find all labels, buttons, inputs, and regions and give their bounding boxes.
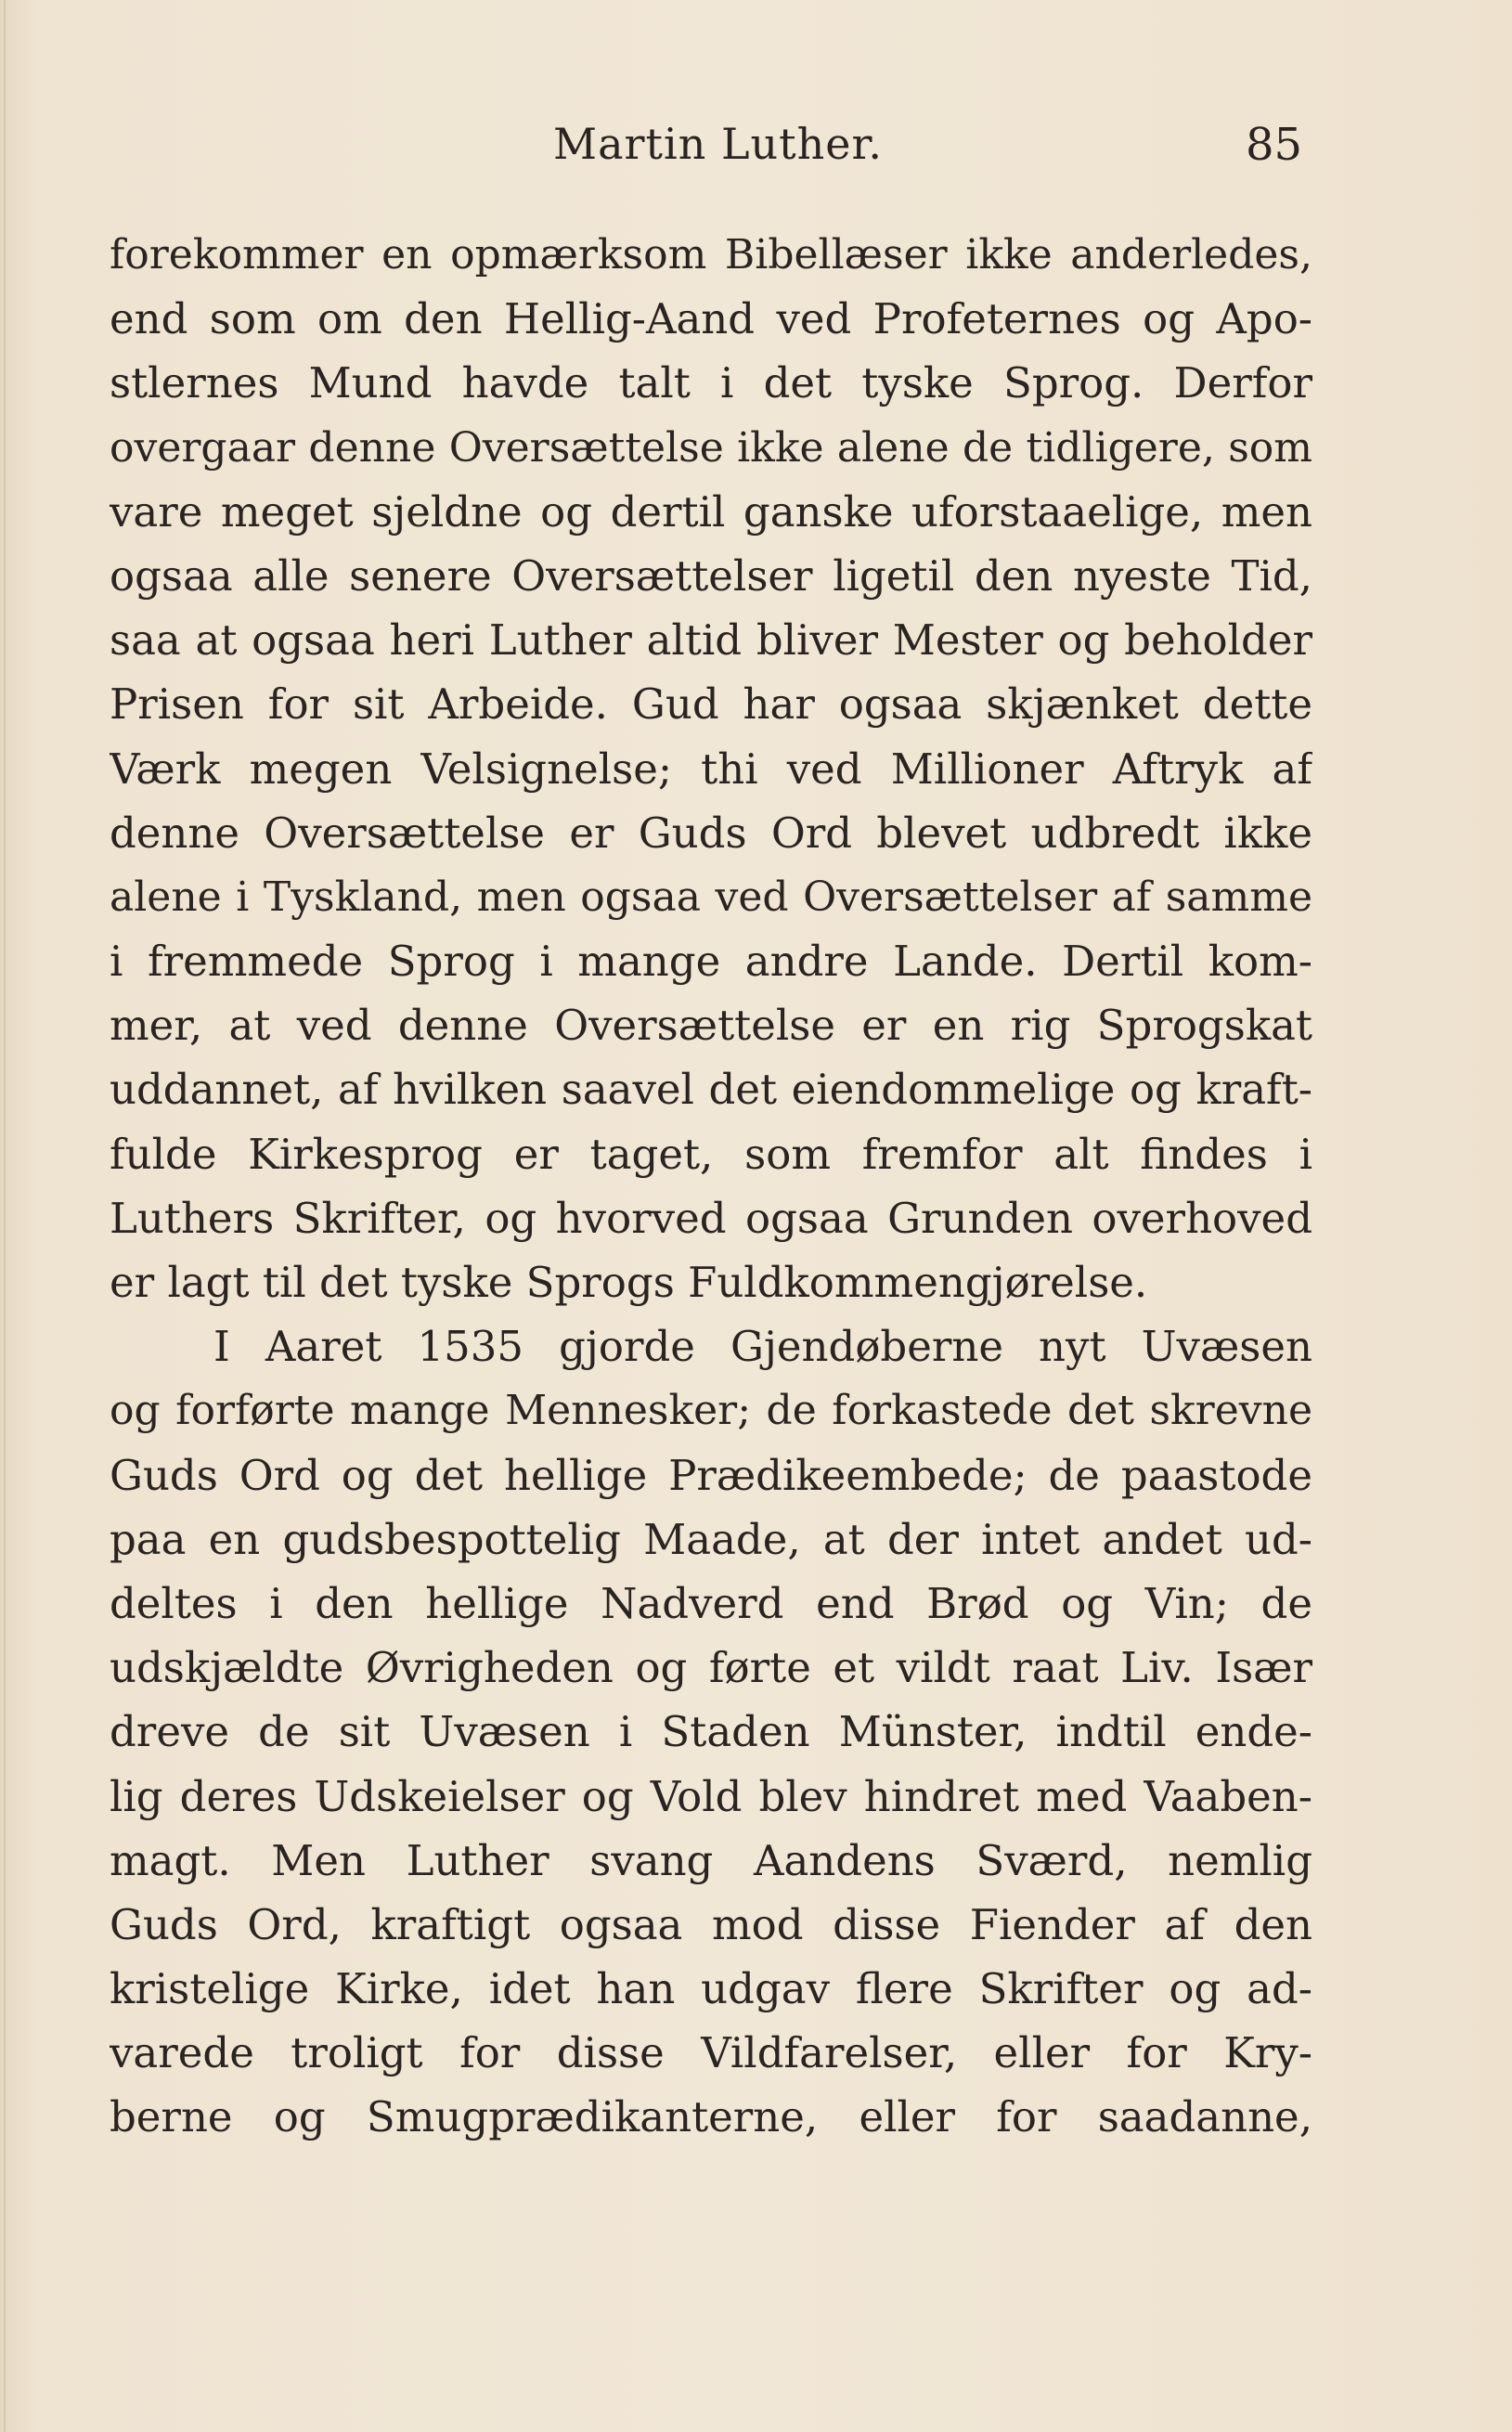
text-line: udskjældte Øvrigheden og førte et vildt raat Liv. Især bbox=[110, 1643, 1312, 1693]
text-line: mer, at ved denne Oversættelse er en rig Sprogskat bbox=[110, 1001, 1312, 1051]
text-line: ogsaa alle senere Oversættelser ligetil den nyeste Tid, bbox=[110, 550, 1312, 601]
body-text bbox=[110, 223, 1312, 2150]
text-line: vare meget sjeldne og dertil ganske uforstaaelige, men bbox=[110, 486, 1312, 537]
text-line: stlernes Mund havde talt i det tyske Sprog. Derfor bbox=[110, 358, 1312, 408]
text-line: alene i Tyskland, men ogsaa ved Oversættelser af samme bbox=[110, 873, 1312, 921]
text-line: overgaar denne Oversættelse ikke alene de tidligere, som bbox=[110, 423, 1312, 472]
text-line: varede troligt for disse Vildfarelser, eller for Kry- bbox=[110, 2028, 1312, 2078]
text-line: end som om den Hellig-Aand ved Profeternes og Apo- bbox=[110, 294, 1312, 344]
text-line: dreve de sit Uvæsen i Staden Münster, indtil ende- bbox=[110, 1707, 1312, 1757]
text-line: fulde Kirkesprog er taget, som fremfor alt findes i bbox=[110, 1129, 1312, 1179]
text-line: Værk megen Velsignelse; thi ved Millioner Aftryk af bbox=[110, 744, 1312, 794]
page-number: 85 bbox=[1246, 119, 1303, 171]
text-line: saa at ogsaa heri Luther altid bliver Mester og beholder bbox=[110, 615, 1312, 666]
text-line: Guds Ord og det hellige Prædikeembede; de paastode bbox=[110, 1450, 1312, 1500]
text-line: paa en gudsbespottelig Maade, at der intet andet ud- bbox=[110, 1514, 1312, 1564]
text-line: Luthers Skrifter, og hvorved ogsaa Grunden overhoved bbox=[110, 1193, 1312, 1243]
text-line: i fremmede Sprog i mange andre Lande. Dertil kom- bbox=[110, 937, 1312, 987]
text-line: magt. Men Luther svang Aandens Sværd, nemlig bbox=[110, 1835, 1312, 1885]
text-line: og forførte mange Mennesker; de forkastede det skrevne bbox=[110, 1387, 1312, 1435]
text-line: lig deres Udskeielser og Vold blev hindret med Vaaben- bbox=[110, 1771, 1312, 1821]
running-head bbox=[0, 119, 1512, 175]
running-title: Martin Luther. bbox=[553, 119, 884, 169]
text-line: Guds Ord, kraftigt ogsaa mod disse Fiender af den bbox=[110, 1899, 1312, 1949]
text-line: Prisen for sit Arbeide. Gud har ogsaa skjænket dette bbox=[110, 679, 1312, 730]
text-line: denne Oversættelse er Guds Ord blevet udbredt ikke bbox=[110, 808, 1312, 858]
paragraph-start-line: I Aaret 1535 gjorde Gjendøberne nyt Uvæsen bbox=[213, 1322, 1312, 1372]
paragraph-end-line: er lagt til det tyske Sprogs Fuldkommengjørelse. bbox=[110, 1258, 1148, 1307]
text-line: kristelige Kirke, idet han udgav flere Skrifter og ad- bbox=[110, 1964, 1312, 2014]
text-line: uddannet, af hvilken saavel det eiendommelige og kraft- bbox=[110, 1065, 1312, 1115]
text-line: forekommer en opmærksom Bibellæser ikke anderledes, bbox=[110, 231, 1312, 278]
page-gutter bbox=[4, 0, 6, 2432]
text-line: deltes i den hellige Nadverd end Brød og Vin; de bbox=[110, 1578, 1312, 1628]
text-line: berne og Smugprædikanterne, eller for saadanne, bbox=[110, 2092, 1312, 2142]
